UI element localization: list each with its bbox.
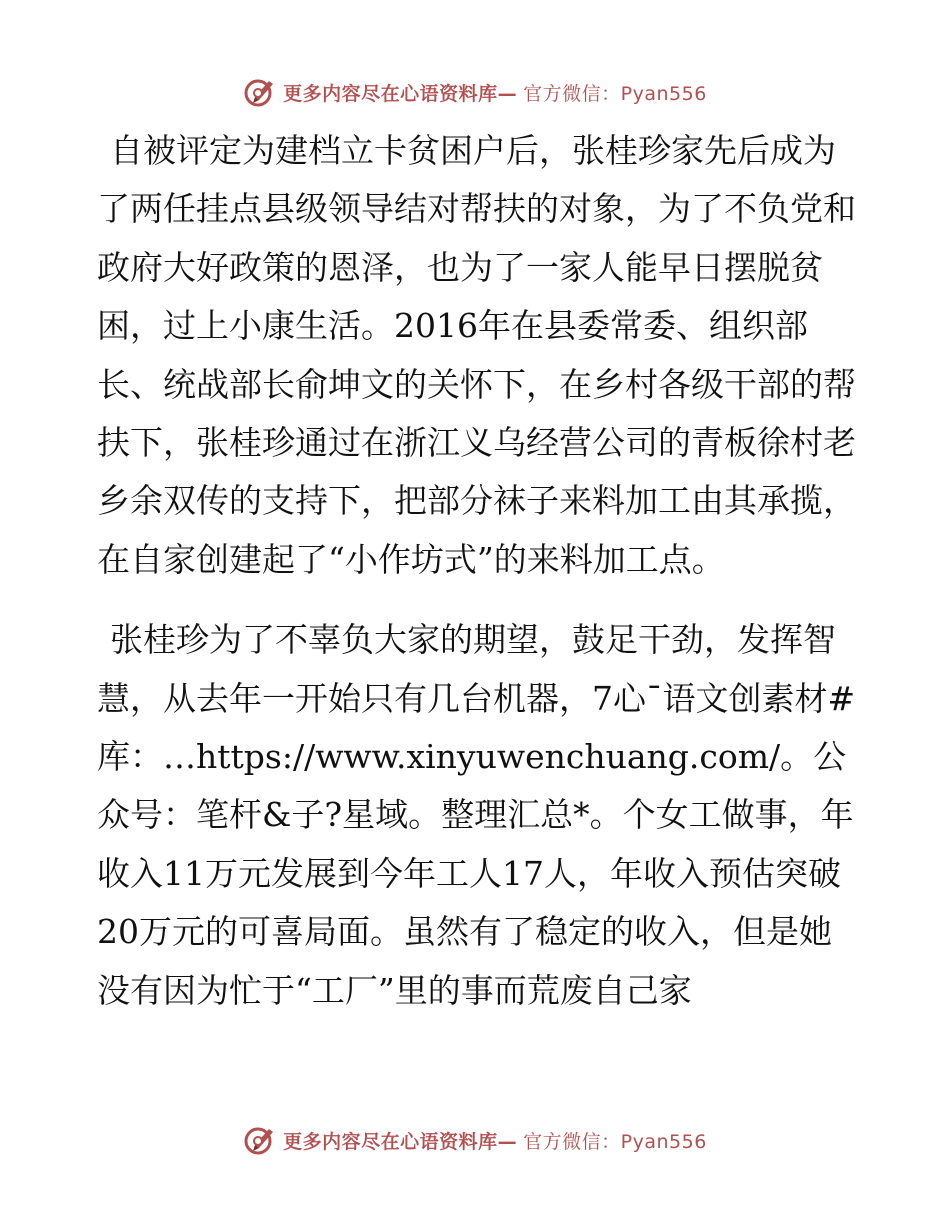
header-watermark bbox=[0, 72, 950, 112]
footer-watermark bbox=[0, 1120, 950, 1160]
footer-watermark-wechat: 官方微信：Pyan556 bbox=[523, 1130, 707, 1153]
header-watermark-text: 更多内容尽在心语资料库— bbox=[283, 82, 518, 105]
header-watermark-wechat: 官方微信：Pyan556 bbox=[523, 82, 707, 105]
header-watermark-inner bbox=[243, 75, 707, 109]
paragraph-2: 张桂珍为了不辜负大家的期望，鼓足干劲，发挥智慧，从去年一开始只有几台机器，7心¯语文创素材#库：…https://www.xinyuwenchuang.com/。公众号：笔杆&子?星域。整理汇总*。个女工做事，年收入11万元发展到今年工人17人，年收入预估突破20万元的可喜局面。虽然有了稳定的收入，但是她没有因为忙于“工厂”里的事而荒废自己家 bbox=[97, 620, 856, 1010]
footer-watermark-inner bbox=[243, 1123, 707, 1157]
footer-watermark-text: 更多内容尽在心语资料库— bbox=[283, 1130, 518, 1153]
paragraph-1: 自被评定为建档立卡贫困户后，张桂珍家先后成为了两任挂点县级领导结对帮扶的对象，为了不负党和政府大好政策的恩泽，也为了一家人能早日摆脱贫困，过上小康生活。2016年在县委常委、组织部长、统战部长俞坤文的关怀下，在乡村各级干部的帮扶下，张桂珍通过在浙江义乌经营公司的青板徐村老乡余双传的支持下，把部分袜子来料加工由其承揽，在自家创建起了“小作坊式”的来料加工点。 bbox=[97, 131, 856, 579]
document-body bbox=[97, 122, 857, 1020]
pen-nib-logo-icon bbox=[243, 75, 277, 109]
pen-nib-logo-icon bbox=[243, 1123, 277, 1157]
